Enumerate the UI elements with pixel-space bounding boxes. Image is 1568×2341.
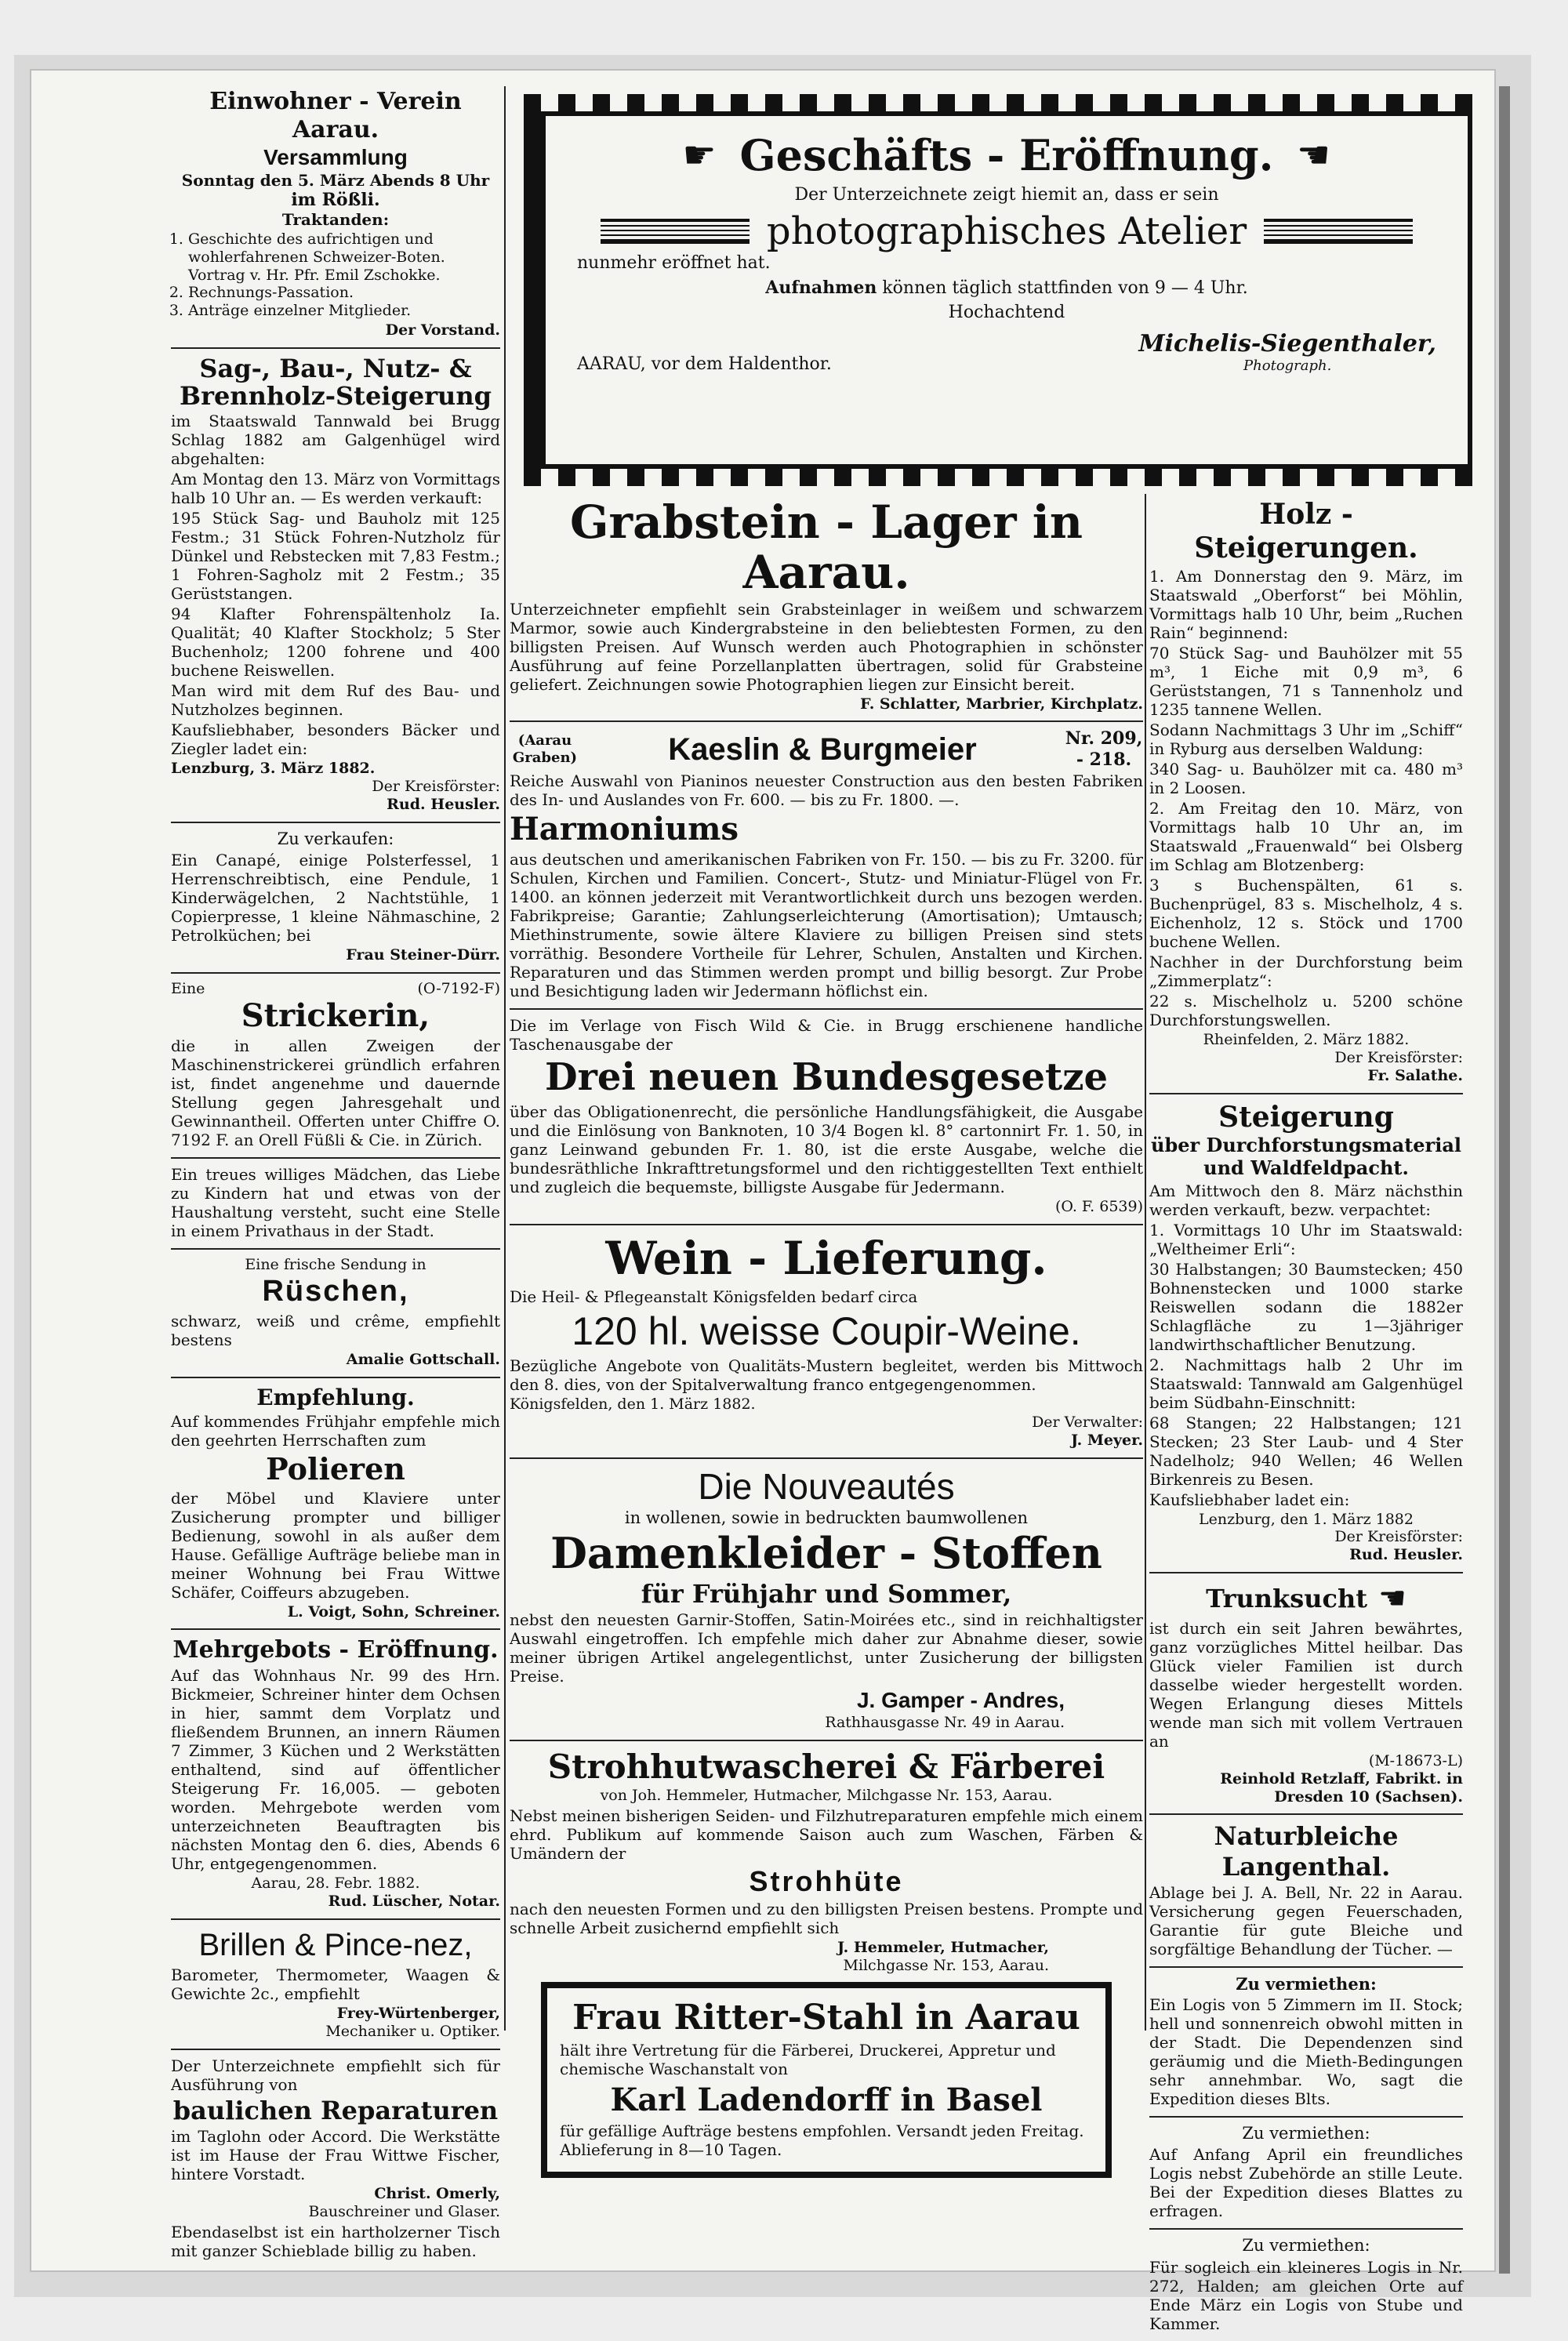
ad-geschaeft-frame xyxy=(524,94,1490,486)
ad-text: Ein treues williges Mädchen, das Liebe zu Kindern hat und etwas von der Haushaltung versteht, sucht eine Stelle in einem Privathaus in der Stadt. xyxy=(171,1165,500,1241)
divider xyxy=(510,1457,1143,1459)
ad-text: Ein Logis von 5 Zimmern im II. Stock; hell und sonnenreich obwohl mitten in der Stadt. Die Dependenzen sind geräumig und die Mieth-Bedingungen sehr annehmbar. Wo, sagt die Expedition dieses Blts. xyxy=(1149,1995,1463,2109)
ad-subtitle: Versammlung xyxy=(263,145,408,169)
divider xyxy=(510,720,1143,722)
ad-text: 2. Am Freitag den 10. März, von Vormittags halb 10 Uhr an, im Staatswald „Frauenwald“ bei Olsberg im Schlag am Blotzenberg: xyxy=(1149,799,1463,875)
ad-text: die in allen Zweigen der Maschinenstrickerei gründlich erfahren ist, findet angenehme und dauernde Stellung gegen Jahresgehalt und Gewinnantheil. Offerten unter Chiffre O. 7192 F. an Orell Füßli & Cie. in Zürich. xyxy=(171,1036,500,1150)
ad-title-3: für Frühjahr und Sommer, xyxy=(641,1578,1012,1609)
ad-text: Am Mittwoch den 8. März nächsthin werden verkauft, bezw. verpachtet: xyxy=(1149,1181,1463,1219)
ad-text: 195 Stück Sag- und Bauholz mit 125 Festm.; 31 Stück Fohren-Nutzholz für Dünkel und Rebstecken mit 7,83 Festm.; 1 Fohren-Sagholz mit 2 Festm.; 35 Gerüststangen. xyxy=(171,509,500,604)
ad-text: Unterzeichneter empfiehlt sein Grabsteinlager in weißem und schwarzem Marmor, sowie auch Kindergrabsteine in den beliebtesten Formen, zu den billigsten Preisen. Auf Wunsch werden auch Photographien in schönster Ausführung auf feine Porzellanplatten übertragen, solid für Grabsteine geliefert. Zeichnungen sowie Photographien liegen zur Einsicht bereit. xyxy=(510,599,1143,694)
ad-date: Lenzburg, 3. März 1882. xyxy=(171,760,376,778)
divider xyxy=(171,1377,500,1378)
ad-signature: J. Gamper - Andres, xyxy=(856,1688,1065,1713)
ad-code: (O-7192-F) xyxy=(417,979,500,997)
ad-date: Aarau, 28. Febr. 1882. xyxy=(251,1875,420,1893)
ad-title: Einwohner - Verein Aarau. xyxy=(209,88,462,143)
ad-text: Man wird mit dem Ruf des Bau- und Nutzholzes beginnen. xyxy=(171,681,500,720)
ad-title: Steigerung xyxy=(1218,1100,1394,1134)
ad-text: Kaufsliebhaber, besonders Bäcker und Ziegler ladet ein: xyxy=(171,720,500,759)
ad-title: Geschäfts - Eröffnung. xyxy=(739,130,1274,180)
ad-text: Hochachtend xyxy=(948,303,1065,322)
ad-text: Barometer, Thermometer, Waagen & Gewichte 2c., empfiehlt xyxy=(171,1965,500,2004)
ad-title: Empfehlung. xyxy=(256,1384,415,1410)
ad-text: Ebendaselbst ist ein hartholzerner Tisch mit ganzer Schieblade billig zu haben. xyxy=(171,2222,500,2260)
ad-text: Am Montag den 13. März von Vormittags halb 10 Uhr an. — Es werden verkauft: xyxy=(171,470,500,508)
ad-text: im Taglohn oder Accord. Die Werkstätte ist im Hause der Frau Wittwe Fischer, hintere Vorstadt. xyxy=(171,2127,500,2184)
divider xyxy=(171,1248,500,1250)
column-divider-left xyxy=(504,86,506,2031)
ad-code: (M-18673-L) xyxy=(1368,1751,1463,1769)
ad-trunksucht xyxy=(1149,1580,1463,1806)
ad-header xyxy=(171,980,500,998)
ad-title-2: über Durchforstungsmaterial und Waldfeldpacht. xyxy=(1151,1133,1461,1179)
ad-signature: Fr. Salathe. xyxy=(1367,1066,1463,1084)
ad-mehrgebot xyxy=(171,1636,500,1911)
column-right xyxy=(1149,498,1463,2341)
ad-strickerin xyxy=(171,980,500,1150)
ad-strohhut xyxy=(510,1748,1143,1975)
ad-text: 68 Stangen; 22 Halbstangen; 121 Stecken; 23 Ster Laub- und 4 Ster Nadelholz; 940 Wellen; 46 Wellen Birkenreis zu Besen. xyxy=(1149,1413,1463,1489)
decorative-stripes xyxy=(1264,219,1413,244)
ad-date: Königsfelden, den 1. März 1882. xyxy=(510,1396,756,1414)
ad-text: 3 s Buchenspälten, 61 s. Buchenprügel, 83 s. Mischelholz, 4 s. Eichenholz, 12 s. Stöck und 1700 buchene Wellen. xyxy=(1149,876,1463,952)
ad-title: Naturbleiche Langenthal. xyxy=(1214,1821,1399,1882)
ad-title: Wein - Lieferung. xyxy=(605,1231,1047,1285)
ad-pre: Eine xyxy=(171,979,205,997)
ad-signature: Der Kreisförster: xyxy=(1334,1049,1463,1067)
ad-signature: Reinhold Retzlaff, Fabrikt. in Dresden 10 (Sachsen). xyxy=(1220,1769,1463,1806)
ad-title-2: Strohhüte xyxy=(749,1864,904,1897)
ad-text: 30 Halbstangen; 30 Baumstecken; 450 Bohnenstecken und 1000 starke Reiswellen sodann die 1882er Schlagfläche zu 1—3jähriger landwirthschaftlicher Benutzung. xyxy=(1149,1259,1463,1354)
divider xyxy=(171,822,500,823)
ad-title: Zu vermiethen: xyxy=(1242,2236,1370,2256)
column-left xyxy=(171,88,500,2268)
ad-signature: Frey-Würtenberger, xyxy=(336,2005,500,2023)
ad-text: Auf kommendes Frühjahr empfehle mich den geehrten Herrschaften zum xyxy=(171,1412,500,1450)
ad-title: Holz - Steigerungen. xyxy=(1194,498,1418,565)
decorative-stripes xyxy=(601,219,750,244)
ad-title: Zu vermiethen: xyxy=(1236,1974,1377,1994)
ad-title: Rüschen, xyxy=(262,1275,409,1308)
ad-footer xyxy=(577,330,1436,374)
ad-empfehlung xyxy=(171,1385,500,1621)
ad-header xyxy=(1149,1580,1463,1617)
ad-signature: Frau Steiner-Dürr. xyxy=(346,945,500,964)
divider xyxy=(1149,2116,1463,2118)
ad-title: Grabstein - Lager in Aarau. xyxy=(569,495,1083,599)
ad-text: 22 s. Mischelholz u. 5200 schöne Durchforstungswellen. xyxy=(1149,992,1463,1030)
ad-text xyxy=(577,278,1436,298)
ad-text: Reiche Auswahl von Pianinos neuester Construction aus den besten Fabriken des In- und Auslandes von Fr. 600. — bis zu Fr. 1800. —. xyxy=(510,771,1143,810)
ad-text: Der Unterzeichnete zeigt hiemit an, dass er sein xyxy=(794,185,1219,205)
divider xyxy=(171,1157,500,1159)
ad-signature: J. Meyer. xyxy=(1071,1431,1143,1449)
divider xyxy=(171,347,500,349)
ad-vermiethen-3 xyxy=(1149,2236,1463,2332)
ad-role: Photograph. xyxy=(1243,358,1332,374)
ad-title: Drei neuen Bundesgesetze xyxy=(544,1055,1108,1100)
ad-title: Trunksucht xyxy=(1206,1583,1367,1613)
ad-signature: F. Schlatter, Marbrier, Kirchplatz. xyxy=(860,695,1143,713)
ad-text: der Möbel und Klaviere unter Zusicherung prompter und billiger Bedienung, sowohl in als außer dem Hause. Gefällige Aufträge beliebe man in meiner Wohnung bei Frau Wittwe Schäfer, Coiffeurs abzugeben. xyxy=(171,1488,500,1602)
ad-signature: Rud. Lüscher, Notar. xyxy=(328,1893,500,1911)
divider xyxy=(510,1008,1143,1010)
ad-text: hält ihre Vertretung für die Färberei, Druckerei, Appretur und chemische Waschanstalt von xyxy=(560,2041,1056,2079)
ad-signature: Michelis-Siegenthaler, xyxy=(1138,330,1436,358)
ad-signature: Der Vorstand. xyxy=(385,321,500,339)
ad-text: von Joh. Hemmeler, Hutmacher, Milchgasse Nr. 153, Aarau. xyxy=(600,1786,1053,1804)
column-middle xyxy=(510,495,1143,2186)
ad-geschaeft-eroeffnung xyxy=(541,111,1472,469)
divider xyxy=(171,1918,500,1920)
ad-title: Mehrgebots - Eröffnung. xyxy=(172,1636,499,1664)
ad-signature: Rud. Heusler. xyxy=(1349,1546,1463,1564)
ad-text: Die im Verlage von Fisch Wild & Cie. in Brugg erschienene handliche Taschenausgabe der xyxy=(510,1016,1143,1054)
ad-naturbleiche xyxy=(1149,1821,1463,1958)
ad-text: Der Unterzeichnete empfiehlt sich für Ausführung von xyxy=(171,2056,500,2094)
agenda-item: 1. Geschichte des aufrichtigen und wohlerfahrenen Schweizer-Boten. Vortrag v. Hr. Pfr. Emil Zschokke. xyxy=(188,230,500,284)
ad-text: in wollenen, sowie in bedruckten baumwollenen xyxy=(624,1508,1029,1527)
agenda-list xyxy=(188,230,500,320)
ad-zu-verkaufen xyxy=(171,829,500,964)
ad-place: AARAU, vor dem Haldenthor. xyxy=(577,354,832,374)
ad-title-2: Polieren xyxy=(266,1451,405,1487)
agenda-title: Traktanden: xyxy=(281,209,390,229)
ad-brillen xyxy=(171,1926,500,2041)
pointing-hand-left-icon: ☛ xyxy=(1297,133,1331,177)
ad-keyword: Aufnahmen xyxy=(765,278,877,298)
ad-signature: Rathhausgasse Nr. 49 in Aarau. xyxy=(825,1713,1065,1731)
ad-headline-row xyxy=(577,209,1436,253)
ad-location: (Aarau Graben) xyxy=(512,732,578,766)
divider xyxy=(510,1740,1143,1741)
ad-steigerung-durchforstung xyxy=(1149,1101,1463,1564)
ad-text: Für sogleich ein kleineres Logis in Nr. 272, Halden; am gleichen Orte auf Ende März ein Logis von Stube und Kammer. xyxy=(1149,2257,1463,2333)
ad-headline: 120 hl. weisse Coupir-Weine. xyxy=(572,1309,1081,1354)
ad-holz-steigerung xyxy=(171,355,500,814)
ad-signature: Der Kreisförster: xyxy=(372,777,500,795)
ad-title-2: Damenkleider - Stoffen xyxy=(550,1527,1102,1578)
ad-signature: Rud. Heusler. xyxy=(387,795,500,813)
ad-code: (O. F. 6539) xyxy=(1054,1197,1143,1215)
ad-date: Lenzburg, den 1. März 1882 xyxy=(1199,1510,1414,1528)
ad-einwohner-verein xyxy=(171,88,500,339)
ad-signature: Milchgasse Nr. 153, Aarau. xyxy=(843,1956,1049,1974)
ad-title: Kaeslin & Burgmeier xyxy=(668,731,977,767)
ad-text: 1. Am Donnerstag den 9. März, im Staatswald „Oberforst“ bei Möhlin, Vormittags halb 10 Uhr, beim „Ruchen Rain“ beginnend: xyxy=(1149,567,1463,643)
ad-text: Nebst meinen bisherigen Seiden- und Filzhutreparaturen empfehle mich einem ehrd. Publikum auf kommende Saison auch zum Waschen, Färben & Umändern der xyxy=(510,1806,1143,1863)
ad-kaeslin-burgmeier xyxy=(510,728,1143,1000)
agenda-item: 2. Rechnungs-Passation. xyxy=(188,284,500,302)
pointing-hand-left-icon: ☛ xyxy=(1378,1580,1406,1617)
ad-reparaturen xyxy=(171,2056,500,2260)
ad-signature: J. Hemmeler, Hutmacher, xyxy=(837,1938,1049,1956)
ad-signature: Amalie Gottschall. xyxy=(346,1350,500,1368)
ad-text: 70 Stück Sag- und Bauhölzer mit 55 m³, 1 Eiche mit 0,9 m³, 6 Gerüststangen, 71 s Tannenholz und 1235 tannene Wellen. xyxy=(1149,644,1463,720)
ad-text: aus deutschen und amerikanischen Fabriken von Fr. 150. — bis zu Fr. 3200. für Schulen, Kirchen und Familien. Concert-, Stutz- und Miniatur-Flügel von Fr. 1400. an können jederzeit mit Verantwortlichkeit durch uns bezogen werden. Fabrikpreise; Garantie; Zahlungserleichterung (Amortisation); Umtausch; Miethinstrumente, sowie ältere Klaviere zu billigen Preisen sind stets vorräthig. Besondere Vortheile für Lehrer, Schulen, Anstalten und Kirchen. Reparaturen und das Stimmen werden prompt und billig besorgt. Zur Probe und Besichtigung laden wir Jedermann höflichst ein. xyxy=(510,850,1143,1001)
ad-text: Kaufsliebhaber ladet ein: xyxy=(1149,1490,1350,1509)
ad-signature: Der Verwalter: xyxy=(1032,1413,1143,1431)
ad-pre: Eine frische Sendung in xyxy=(245,1256,426,1274)
ad-signature: L. Voigt, Sohn, Schreiner. xyxy=(287,1602,500,1621)
ad-header xyxy=(577,130,1436,180)
ad-text: nebst den neuesten Garnir-Stoffen, Satin-Moirées etc., sind in reichhaltigster Auswahl eingetroffen. Ich empfehle mich daher zur Abnahme dieser, sowie meiner übrigen Artikel angelegentlichst, unter Zusicherung der billigsten Preise. xyxy=(510,1610,1143,1686)
ad-maedchen xyxy=(171,1165,500,1240)
divider xyxy=(1149,1966,1463,1968)
ad-text: Ablage bei J. A. Bell, Nr. 22 in Aarau. Versicherung gegen Feuerschaden, Garantie für gute Bleiche und sorgfältige Behandlung der Tücher. — xyxy=(1149,1883,1463,1959)
ad-signature: Der Kreisförster: xyxy=(1334,1528,1463,1546)
column-divider-right xyxy=(1145,494,1146,2031)
ad-title: Zu vermiethen: xyxy=(1242,2124,1370,2143)
ad-title: Die Nouveautés xyxy=(698,1465,955,1507)
ad-title: Strohhutwascherei & Färberei xyxy=(547,1747,1105,1786)
pointing-hand-right-icon: ☛ xyxy=(682,133,717,177)
ad-text: für gefällige Aufträge bestens empfohlen. Versandt jeden Freitag. Ablieferung in 8—10 Tagen. xyxy=(560,2121,1084,2160)
divider xyxy=(1149,1813,1463,1815)
page-edge-shadow xyxy=(1499,86,1510,2274)
ad-text: Ein Canapé, einige Polsterfessel, 1 Herrenschreibtisch, eine Pendule, 1 Kinderwägelchen, 2 Nachtstühle, 1 Copierpresse, 1 kleine Nähmaschine, 2 Petrolküchen; bei xyxy=(171,850,500,945)
ad-signature: Bauschreiner und Glaser. xyxy=(308,2202,500,2220)
ad-ritter-stahl xyxy=(541,1982,1112,2178)
ad-text: nach den neuesten Formen und zu den billigsten Preisen bestens. Prompte und schnelle Arbeit zusichernd empfiehlt sich xyxy=(510,1899,1143,1937)
ad-text: Auf das Wohnhaus Nr. 99 des Hrn. Bickmeier, Schreiner hinter dem Ochsen in hier, sammt dem Vorplatz und fließendem Brunnen, an innern Räumen 7 Zimmer, 3 Küchen und 2 Werkstätten enthaltend, sind auf öffentlicher Steigerung Fr. 16,005. — geboten worden. Mehrgebote werden vom unterzeichneten Beauftragten bis nächsten Montag den 6. dies, Abends 6 Uhr, entgegengenommen. xyxy=(171,1666,500,1874)
divider xyxy=(171,972,500,974)
ad-text: Nachher in der Durchforstung beim „Zimmerplatz“: xyxy=(1149,953,1463,991)
ad-text: Bezügliche Angebote von Qualitäts-Mustern begleitet, werden bis Mittwoch den 8. dies, von der Spitalverwaltung franco entgegengenommen. xyxy=(510,1356,1143,1395)
ad-title: Frau Ritter-Stahl in Aarau xyxy=(572,1998,1080,2038)
ad-text: Sodann Nachmittags 3 Uhr im „Schiff“ in Ryburg aus derselben Waldung: xyxy=(1149,720,1463,759)
ad-signature: Christ. Omerly, xyxy=(374,2185,500,2203)
ad-grabstein xyxy=(510,495,1143,713)
ad-title: Brillen & Pince-nez, xyxy=(198,1928,473,1963)
divider xyxy=(510,1224,1143,1225)
ad-vermiethen-2 xyxy=(1149,2124,1463,2220)
ad-text: im Staatswald Tannwald bei Brugg Schlag 1882 am Galgenhügel wird abgehalten: xyxy=(171,412,500,469)
ad-signature-block xyxy=(1138,330,1436,374)
ad-text: 94 Klafter Fohrenspältenholz Ia. Qualität; 40 Klafter Stockholz; 5 Ster Buchenholz; 1200 fohrene und 400 buchene Reiswellen. xyxy=(171,604,500,681)
ad-header xyxy=(510,728,1143,770)
ad-title: Sag-, Bau-, Nutz- & Brennholz-Steigerung xyxy=(180,353,492,411)
ad-signature: Mechaniker u. Optiker. xyxy=(325,2022,500,2040)
ad-title: baulichen Reparaturen xyxy=(172,2095,499,2125)
divider xyxy=(1149,2228,1463,2230)
divider xyxy=(171,1628,500,1630)
ad-vermiethen-1 xyxy=(1149,1974,1463,2108)
ad-title-2: Harmoniums xyxy=(510,811,739,848)
divider xyxy=(171,2049,500,2050)
ad-text: 340 Sag- u. Bauhölzer mit ca. 480 m³ in 2 Loosen. xyxy=(1149,760,1463,798)
ad-holz-steigerungen xyxy=(1149,498,1463,1085)
ad-wein-lieferung xyxy=(510,1232,1143,1450)
ad-text: ist durch ein seit Jahren bewährtes, ganz vorzügliches Mittel heilbar. Das Glück vieler Familien ist durch dasselbe wieder hergestellt worden. Wegen Erlangung dieses Mittels wende man sich mit vollem Vertrauen an xyxy=(1149,1618,1463,1751)
ad-date: Sonntag den 5. März Abends 8 Uhr xyxy=(181,170,490,190)
ad-bundesgesetze xyxy=(510,1016,1143,1215)
ad-location: im Rößli. xyxy=(291,189,380,210)
ad-rueschen xyxy=(171,1256,500,1368)
ad-text: Auf Anfang April ein freundliches Logis nebst Zubehörde an stille Leute. Bei der Expedition dieses Blattes zu erfragen. xyxy=(1149,2145,1463,2221)
ad-text: 1. Vormittags 10 Uhr im Staatswald: „Weltheimer Erli“: xyxy=(1149,1220,1463,1258)
divider xyxy=(1149,1093,1463,1094)
ad-text: Die Heil- & Pflegeanstalt Königsfelden bedarf circa xyxy=(510,1287,918,1307)
ad-headline: photographisches Atelier xyxy=(766,209,1247,253)
ad-number: Nr. 209, - 218. xyxy=(1065,728,1143,770)
divider xyxy=(1149,1572,1463,1573)
ad-title: Zu verkaufen: xyxy=(277,829,394,848)
ad-text-part: können täglich stattfinden von 9 — 4 Uhr. xyxy=(882,278,1248,298)
ad-nouveautes xyxy=(510,1465,1143,1732)
ad-text: über das Obligationenrecht, die persönliche Handlungsfähigkeit, die Ausgabe und die Einlösung von Banknoten, 10 3/4 Bogen kl. 8° cartonnirt Fr. 1. 50, in ganz Leinwand gebunden Fr. 1. 80, ist die erste Ausgabe, welche die bundesräthliche Inkrafttretungsformel und den richtiggestellten Text enthielt und zugleich die bequemste, billigste Ausgabe für Jedermann. xyxy=(510,1102,1143,1196)
ad-text: 2. Nachmittags halb 2 Uhr im Staatswald: Tannwald am Galgenhügel beim Südbahn-Einschnitt: xyxy=(1149,1355,1463,1412)
agenda-item: 3. Anträge einzelner Mitglieder. xyxy=(188,302,500,320)
ad-title-2: Karl Ladendorff in Basel xyxy=(610,2081,1043,2119)
ad-text: nunmehr eröffnet hat. xyxy=(577,253,771,273)
ad-text: schwarz, weiß und crême, empfiehlt bestens xyxy=(171,1311,500,1349)
ad-title: Strickerin, xyxy=(241,997,430,1035)
ad-date: Rheinfelden, 2. März 1882. xyxy=(1203,1031,1410,1049)
